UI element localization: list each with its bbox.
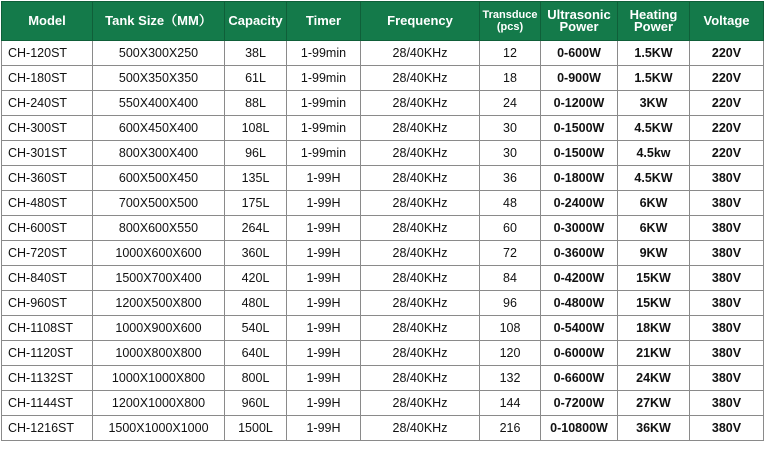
cell-transducer: 108 — [480, 316, 541, 341]
cell-timer: 1-99H — [287, 316, 361, 341]
table-row — [2, 91, 764, 116]
table-row — [2, 216, 764, 241]
cell-tank-size: 1000X900X600 — [93, 316, 225, 341]
table-row — [2, 41, 764, 66]
cell-timer: 1-99H — [287, 416, 361, 441]
table-row — [2, 391, 764, 416]
cell-heating-power: 15KW — [618, 291, 690, 316]
cell-timer: 1-99min — [287, 41, 361, 66]
cell-tank-size: 600X500X450 — [93, 166, 225, 191]
cell-model: CH-120ST — [2, 41, 93, 66]
header-timer: Timer — [287, 2, 361, 41]
cell-capacity: 540L — [225, 316, 287, 341]
cell-voltage: 380V — [690, 416, 764, 441]
cell-capacity: 175L — [225, 191, 287, 216]
cell-heating-power: 27KW — [618, 391, 690, 416]
cell-frequency: 28/40KHz — [361, 91, 480, 116]
cell-ultrasonic-power: 0-7200W — [541, 391, 618, 416]
cell-capacity: 264L — [225, 216, 287, 241]
cell-frequency: 28/40KHz — [361, 416, 480, 441]
cell-model: CH-1132ST — [2, 366, 93, 391]
table-row — [2, 141, 764, 166]
table-row — [2, 416, 764, 441]
cell-ultrasonic-power: 0-6000W — [541, 341, 618, 366]
cell-voltage: 380V — [690, 191, 764, 216]
cell-frequency: 28/40KHz — [361, 141, 480, 166]
cell-capacity: 96L — [225, 141, 287, 166]
cell-timer: 1-99H — [287, 291, 361, 316]
cell-capacity: 360L — [225, 241, 287, 266]
cell-capacity: 800L — [225, 366, 287, 391]
cell-frequency: 28/40KHz — [361, 341, 480, 366]
cell-voltage: 220V — [690, 66, 764, 91]
cell-voltage: 380V — [690, 341, 764, 366]
cell-ultrasonic-power: 0-5400W — [541, 316, 618, 341]
cell-frequency: 28/40KHz — [361, 41, 480, 66]
cell-heating-power: 24KW — [618, 366, 690, 391]
table-row — [2, 366, 764, 391]
cell-transducer: 120 — [480, 341, 541, 366]
cell-tank-size: 700X500X500 — [93, 191, 225, 216]
cell-tank-size: 1000X1000X800 — [93, 366, 225, 391]
cell-model: CH-360ST — [2, 166, 93, 191]
cell-tank-size: 1000X800X800 — [93, 341, 225, 366]
header-heating-power — [618, 2, 690, 41]
cell-model: CH-840ST — [2, 266, 93, 291]
cell-transducer: 30 — [480, 141, 541, 166]
cell-transducer: 60 — [480, 216, 541, 241]
cell-timer: 1-99min — [287, 66, 361, 91]
cell-timer: 1-99H — [287, 391, 361, 416]
table-row — [2, 316, 764, 341]
header-capacity: Capacity — [225, 2, 287, 41]
cell-heating-power: 1.5KW — [618, 41, 690, 66]
header-frequency: Frequency — [361, 2, 480, 41]
cell-model: CH-1108ST — [2, 316, 93, 341]
header-transducer-line2: (pcs) — [496, 21, 524, 33]
header-ultrasonic-line2: Power — [559, 19, 599, 34]
cell-capacity: 480L — [225, 291, 287, 316]
header-model: Model — [2, 2, 93, 41]
cell-timer: 1-99min — [287, 91, 361, 116]
cell-frequency: 28/40KHz — [361, 216, 480, 241]
cell-transducer: 12 — [480, 41, 541, 66]
cell-tank-size: 800X300X400 — [93, 141, 225, 166]
cell-model: CH-480ST — [2, 191, 93, 216]
cell-frequency: 28/40KHz — [361, 391, 480, 416]
table-row — [2, 241, 764, 266]
cell-heating-power: 4.5KW — [618, 166, 690, 191]
cell-model: CH-301ST — [2, 141, 93, 166]
cell-frequency: 28/40KHz — [361, 191, 480, 216]
cell-model: CH-1216ST — [2, 416, 93, 441]
header-ultrasonic-power — [541, 2, 618, 41]
cell-frequency: 28/40KHz — [361, 366, 480, 391]
cell-capacity: 61L — [225, 66, 287, 91]
spec-table — [1, 1, 764, 441]
cell-voltage: 380V — [690, 241, 764, 266]
cell-transducer: 36 — [480, 166, 541, 191]
header-ultrasonic-line1: Ultrasonic — [547, 7, 611, 22]
cell-model: CH-1144ST — [2, 391, 93, 416]
cell-ultrasonic-power: 0-10800W — [541, 416, 618, 441]
cell-ultrasonic-power: 0-1200W — [541, 91, 618, 116]
cell-capacity: 1500L — [225, 416, 287, 441]
cell-tank-size: 800X600X550 — [93, 216, 225, 241]
table-row — [2, 191, 764, 216]
cell-voltage: 380V — [690, 216, 764, 241]
table-row — [2, 116, 764, 141]
cell-model: CH-600ST — [2, 216, 93, 241]
cell-heating-power: 3KW — [618, 91, 690, 116]
cell-transducer: 30 — [480, 116, 541, 141]
cell-frequency: 28/40KHz — [361, 266, 480, 291]
header-tank-size: Tank Size（MM） — [93, 2, 225, 41]
cell-frequency: 28/40KHz — [361, 291, 480, 316]
cell-timer: 1-99H — [287, 266, 361, 291]
cell-capacity: 88L — [225, 91, 287, 116]
cell-voltage: 220V — [690, 41, 764, 66]
cell-capacity: 960L — [225, 391, 287, 416]
cell-voltage: 380V — [690, 266, 764, 291]
table-row — [2, 266, 764, 291]
cell-frequency: 28/40KHz — [361, 116, 480, 141]
cell-ultrasonic-power: 0-1500W — [541, 116, 618, 141]
cell-heating-power: 21KW — [618, 341, 690, 366]
table-row — [2, 166, 764, 191]
cell-voltage: 380V — [690, 291, 764, 316]
cell-ultrasonic-power: 0-3000W — [541, 216, 618, 241]
cell-voltage: 380V — [690, 391, 764, 416]
cell-capacity: 420L — [225, 266, 287, 291]
cell-ultrasonic-power: 0-3600W — [541, 241, 618, 266]
cell-heating-power: 6KW — [618, 216, 690, 241]
cell-heating-power: 4.5kw — [618, 141, 690, 166]
table-body — [2, 41, 764, 441]
table-row — [2, 291, 764, 316]
cell-transducer: 216 — [480, 416, 541, 441]
cell-timer: 1-99min — [287, 141, 361, 166]
cell-model: CH-300ST — [2, 116, 93, 141]
cell-model: CH-180ST — [2, 66, 93, 91]
cell-model: CH-720ST — [2, 241, 93, 266]
cell-heating-power: 9KW — [618, 241, 690, 266]
header-row — [2, 2, 764, 41]
cell-heating-power: 1.5KW — [618, 66, 690, 91]
cell-timer: 1-99H — [287, 216, 361, 241]
cell-heating-power: 18KW — [618, 316, 690, 341]
cell-heating-power: 4.5KW — [618, 116, 690, 141]
cell-ultrasonic-power: 0-2400W — [541, 191, 618, 216]
table-row — [2, 66, 764, 91]
cell-heating-power: 6KW — [618, 191, 690, 216]
cell-capacity: 640L — [225, 341, 287, 366]
cell-ultrasonic-power: 0-600W — [541, 41, 618, 66]
table-row — [2, 341, 764, 366]
cell-timer: 1-99H — [287, 341, 361, 366]
cell-timer: 1-99H — [287, 191, 361, 216]
cell-timer: 1-99H — [287, 166, 361, 191]
cell-tank-size: 1500X700X400 — [93, 266, 225, 291]
header-heating-line2: Power — [633, 19, 673, 34]
header-heating-line1: Heating — [629, 7, 678, 22]
cell-transducer: 18 — [480, 66, 541, 91]
cell-voltage: 220V — [690, 91, 764, 116]
cell-transducer: 144 — [480, 391, 541, 416]
header-transducer-line1: Transduce — [482, 9, 538, 21]
cell-tank-size: 500X350X350 — [93, 66, 225, 91]
cell-frequency: 28/40KHz — [361, 166, 480, 191]
cell-transducer: 72 — [480, 241, 541, 266]
cell-voltage: 380V — [690, 366, 764, 391]
cell-tank-size: 1200X1000X800 — [93, 391, 225, 416]
cell-model: CH-960ST — [2, 291, 93, 316]
cell-frequency: 28/40KHz — [361, 316, 480, 341]
cell-capacity: 108L — [225, 116, 287, 141]
cell-tank-size: 1500X1000X1000 — [93, 416, 225, 441]
cell-capacity: 135L — [225, 166, 287, 191]
cell-ultrasonic-power: 0-1800W — [541, 166, 618, 191]
header-voltage: Voltage — [690, 2, 764, 41]
cell-heating-power: 36KW — [618, 416, 690, 441]
cell-ultrasonic-power: 0-4200W — [541, 266, 618, 291]
cell-model: CH-1120ST — [2, 341, 93, 366]
cell-tank-size: 1200X500X800 — [93, 291, 225, 316]
cell-voltage: 380V — [690, 316, 764, 341]
cell-tank-size: 600X450X400 — [93, 116, 225, 141]
cell-frequency: 28/40KHz — [361, 66, 480, 91]
cell-transducer: 24 — [480, 91, 541, 116]
cell-tank-size: 1000X600X600 — [93, 241, 225, 266]
cell-timer: 1-99H — [287, 241, 361, 266]
cell-transducer: 48 — [480, 191, 541, 216]
cell-ultrasonic-power: 0-1500W — [541, 141, 618, 166]
cell-model: CH-240ST — [2, 91, 93, 116]
header-transducer — [480, 2, 541, 41]
cell-tank-size: 550X400X400 — [93, 91, 225, 116]
cell-ultrasonic-power: 0-900W — [541, 66, 618, 91]
cell-transducer: 132 — [480, 366, 541, 391]
cell-voltage: 380V — [690, 166, 764, 191]
cell-tank-size: 500X300X250 — [93, 41, 225, 66]
cell-capacity: 38L — [225, 41, 287, 66]
cell-frequency: 28/40KHz — [361, 241, 480, 266]
cell-voltage: 220V — [690, 141, 764, 166]
cell-timer: 1-99min — [287, 116, 361, 141]
cell-voltage: 220V — [690, 116, 764, 141]
cell-transducer: 84 — [480, 266, 541, 291]
cell-heating-power: 15KW — [618, 266, 690, 291]
cell-transducer: 96 — [480, 291, 541, 316]
cell-ultrasonic-power: 0-6600W — [541, 366, 618, 391]
cell-timer: 1-99H — [287, 366, 361, 391]
cell-ultrasonic-power: 0-4800W — [541, 291, 618, 316]
